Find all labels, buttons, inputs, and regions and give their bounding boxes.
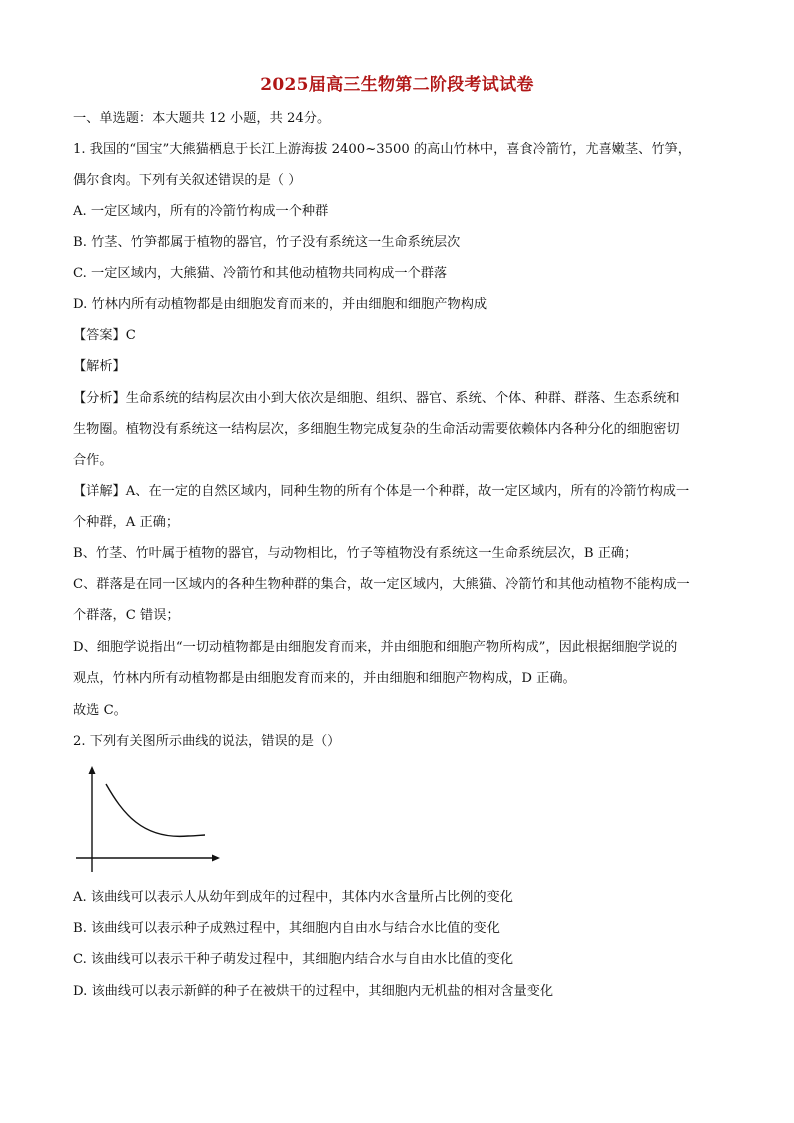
q1-detail-line-7: 观点，竹林内所有动植物都是由细胞发育而来的，并由细胞和细胞产物构成，D 正确。 — [73, 671, 576, 686]
section-heading: 一、单选题：本大题共 12 小题，共 24分。 — [73, 111, 331, 126]
q1-option-b: B. 竹茎、竹笋都属于植物的器官，竹子没有系统这一生命系统层次 — [73, 235, 461, 250]
q1-option-c: C. 一定区域内，大熊猫、冷箭竹和其他动植物共同构成一个群落 — [73, 266, 448, 281]
answer-value: C — [125, 328, 136, 343]
q1-option-d: D. 竹林内所有动植物都是由细胞发育而来的，并由细胞和细胞产物构成 — [73, 297, 488, 312]
y-axis-arrow — [89, 766, 96, 774]
q1-detail-line-2: 个种群，A 正确； — [73, 515, 180, 530]
q2-option-d: D. 该曲线可以表示新鲜的种子在被烘干的过程中，其细胞内无机盐的相对含量变化 — [73, 984, 554, 999]
q1-detail-line-5: 个群落，C 错误； — [73, 608, 180, 623]
q1-detail-line-6: D、细胞学说指出“一切动植物都是由细胞发育而来，并由细胞和细胞产物所构成”，因此根据细胞学说的 — [73, 640, 678, 655]
q2-curve-graph — [70, 762, 230, 877]
q1-stem-line-2: 偶尔食肉。下列有关叙述错误的是（ ） — [73, 173, 302, 188]
q2-stem: 2. 下列有关图所示曲线的说法，错误的是（） — [73, 734, 341, 749]
q1-answer — [73, 327, 723, 345]
q2-option-b: B. 该曲线可以表示种子成熟过程中，其细胞内自由水与结合水比值的变化 — [73, 921, 500, 936]
q1-jiexi-label: 【解析】 — [73, 359, 126, 374]
q1-analysis-line-3: 合作。 — [73, 453, 113, 468]
q1-option-a: A. 一定区域内，所有的冷箭竹构成一个种群 — [73, 204, 329, 219]
q1-analysis-line-2: 生物圈。植物没有系统这一结构层次，多细胞生物完成复杂的生命活动需要依赖体内各种分化的细胞密切 — [73, 422, 680, 437]
q1-conclusion: 故选 C。 — [73, 703, 127, 718]
exam-title: 2025届高三生物第二阶段考试试卷 — [260, 75, 534, 95]
x-axis-arrow — [212, 855, 220, 862]
answer-label: 【答案】 — [73, 328, 126, 343]
q1-detail-line-3: B、竹茎、竹叶属于植物的器官，与动物相比，竹子等植物没有系统这一生命系统层次，B 正确； — [73, 546, 638, 561]
q1-stem-line-1: 1. 我国的“国宝”大熊猫栖息于长江上游海拔 2400~3500 的高山竹林中，喜食冷箭竹，尤喜嫩茎、竹笋， — [73, 142, 691, 157]
q1-detail-line-4: C、群落是在同一区域内的各种生物种群的集合，故一定区域内，大熊猫、冷箭竹和其他动植物不能构成一 — [73, 577, 690, 592]
decreasing-curve — [106, 784, 205, 836]
q2-option-c: C. 该曲线可以表示干种子萌发过程中，其细胞内结合水与自由水比值的变化 — [73, 952, 514, 967]
q1-analysis-line-1: 【分析】生命系统的结构层次由小到大依次是细胞、组织、器官、系统、个体、种群、群落、生态系统和 — [73, 391, 680, 406]
q2-option-a: A. 该曲线可以表示人从幼年到成年的过程中，其体内水含量所占比例的变化 — [73, 890, 513, 905]
q1-detail-line-1: 【详解】A、在一定的自然区域内，同种生物的所有个体是一个种群，故一定区域内，所有的冷箭竹构成一 — [73, 484, 690, 499]
